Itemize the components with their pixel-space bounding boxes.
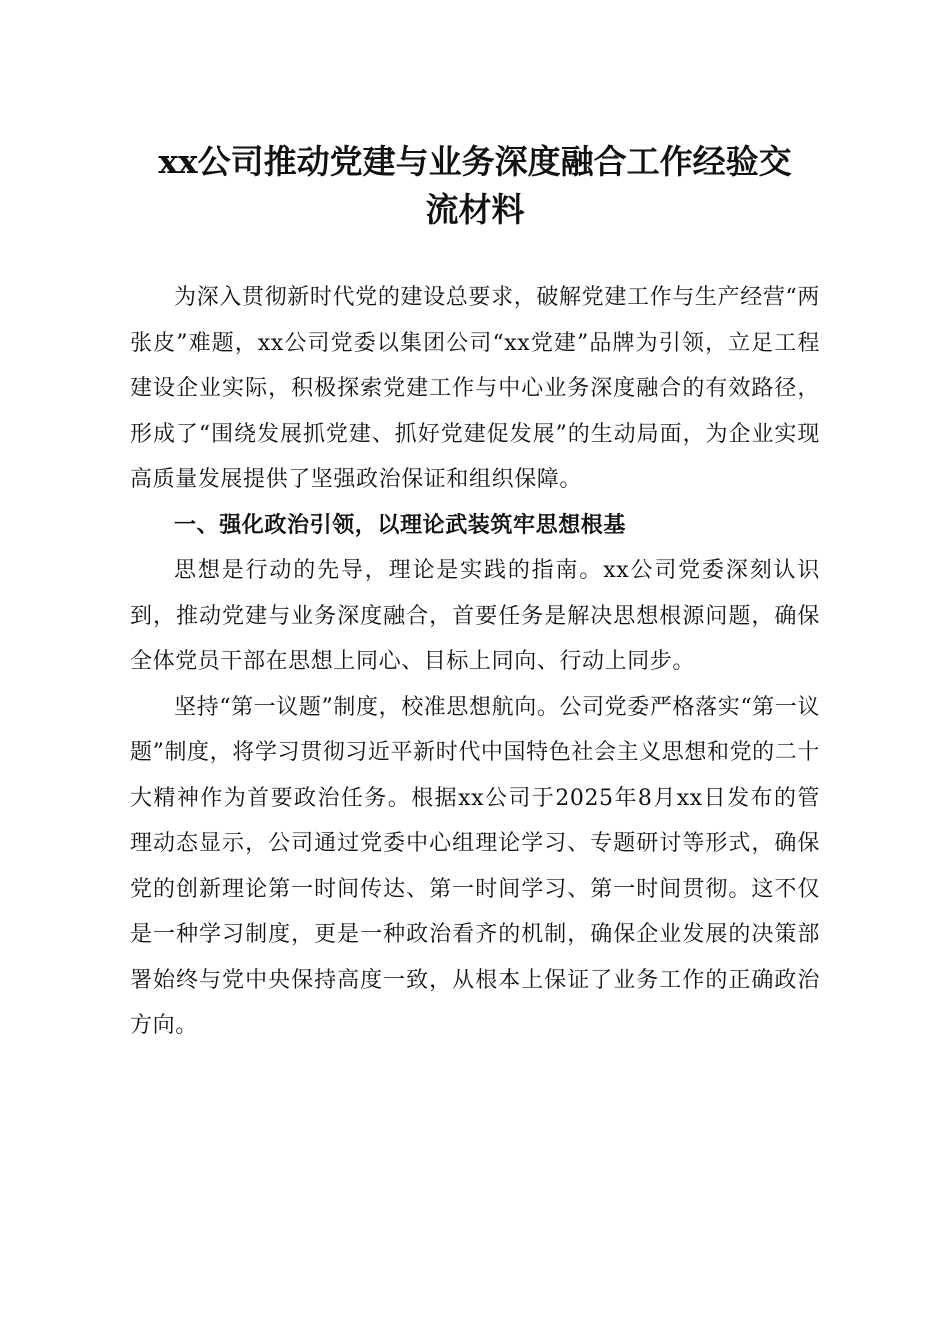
title-line-1: xx公司推动党建与业务深度融合工作经验交 (158, 142, 792, 181)
title-line-2: 流材料 (425, 190, 525, 229)
section1-paragraph-1: 思想是行动的先导，理论是实践的指南。xx公司党委深刻认识到，推动党建与业务深度融合，首要任务是解决思想根源问题，确保全体党员干部在思想上同心、目标上同向、行动上同步。 (130, 558, 820, 674)
document-body (130, 275, 820, 1049)
document-title (120, 138, 830, 234)
section1-paragraph-2: 坚持“第一议题”制度，校准思想航向。公司党委严格落实“第一议题”制度，将学习贯彻习近平新时代中国特色社会主义思想和党的二十大精神作为首要政治任务。根据xx公司于2025年8月xx日发布的管理动态显示，公司通过党委中心组理论学习、专题研讨等形式，确保党的创新理论第一时间传达、第一时间学习、第一时间贯彻。这不仅是一种学习制度，更是一种政治看齐的机制，确保企业发展的决策部署始终与党中央保持高度一致，从根本上保证了业务工作的正确政治方向。 (130, 694, 820, 1038)
intro-paragraph: 为深入贯彻新时代党的建设总要求，破解党建工作与生产经营“两张皮”难题，xx公司党委以集团公司“xx党建”品牌为引领，立足工程建设企业实际，积极探索党建工作与中心业务深度融合的有效路径，形成了“围绕发展抓党建、抓好党建促发展”的生动局面，为企业实现高质量发展提供了坚强政治保证和组织保障。 (130, 285, 820, 492)
section-heading-1: 一、强化政治引领，以理论武装筑牢思想根基 (174, 512, 627, 538)
